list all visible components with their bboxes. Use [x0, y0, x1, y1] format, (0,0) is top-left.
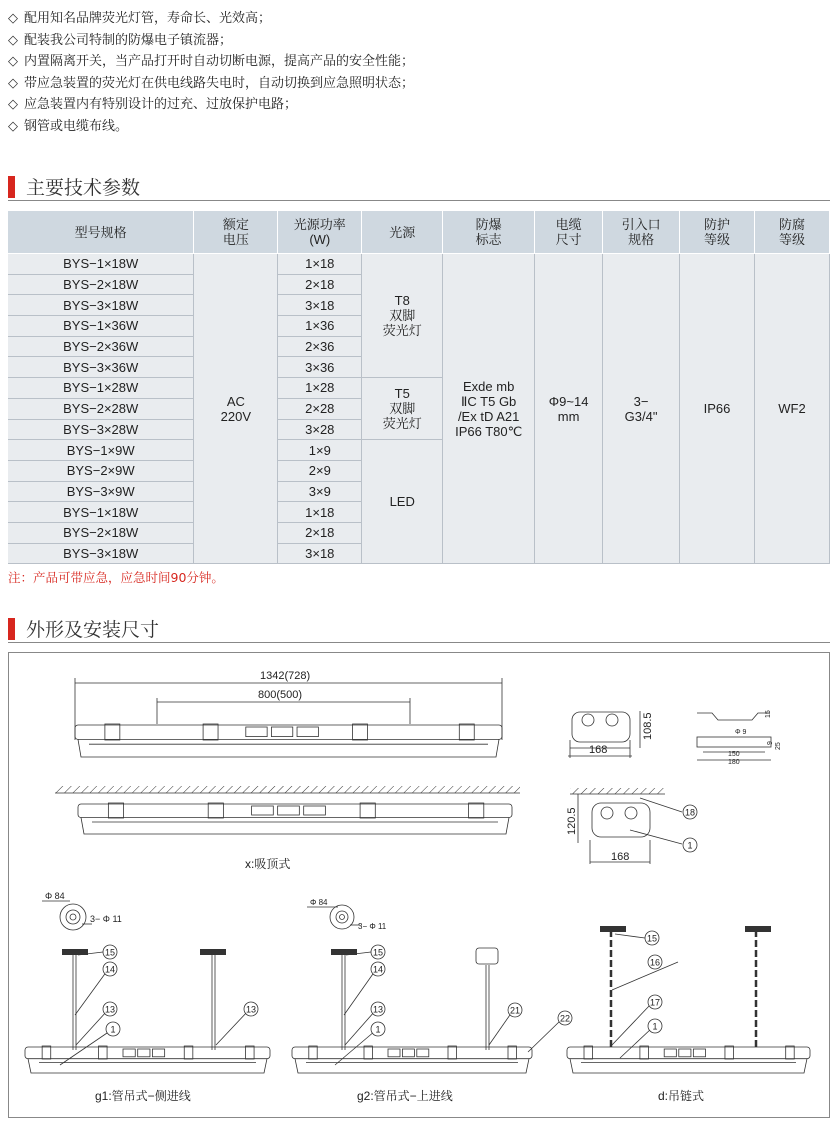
cable-size-cell: Φ9~14 mm: [535, 254, 603, 564]
model-cell: BYS−1×18W: [8, 254, 194, 275]
model-cell: BYS−3×18W: [8, 543, 194, 564]
power-cell: 2×36: [278, 336, 362, 357]
diamond-bullet-icon: ◇: [8, 97, 18, 112]
power-cell: 1×28: [278, 378, 362, 399]
light-source-cell: LED: [362, 440, 443, 564]
flange-dia-label: Φ 84: [310, 898, 328, 907]
flange-g2: [330, 905, 354, 929]
flange-holes-label: 3− Φ 11: [358, 922, 387, 931]
fixture-g1: [25, 1046, 270, 1073]
voltage-cell: AC 220V: [194, 254, 278, 564]
column-header: 型号规格: [8, 211, 194, 254]
feature-text: 配装我公司特制的防爆电子镇流器；: [24, 32, 233, 48]
bracket-dim-15: 15: [765, 710, 772, 718]
model-cell: BYS−3×18W: [8, 295, 194, 316]
part-number-label: 15: [646, 933, 658, 944]
model-cell: BYS−3×28W: [8, 419, 194, 440]
column-header: 额定 电压: [194, 211, 278, 254]
fixture-top-view: [75, 724, 502, 757]
diamond-bullet-icon: ◇: [8, 11, 18, 26]
model-cell: BYS−1×18W: [8, 502, 194, 523]
caption-g2: g2:管吊式−上进线: [357, 1089, 453, 1103]
dim-ceiling-width-label: 168: [611, 851, 630, 863]
power-cell: 1×18: [278, 254, 362, 275]
part-number-label: 15: [104, 947, 116, 958]
ceiling-flange: [745, 926, 771, 932]
model-cell: BYS−2×18W: [8, 522, 194, 543]
power-cell: 1×36: [278, 316, 362, 337]
part-number-label: 14: [372, 964, 384, 975]
part-number-label: 13: [245, 1004, 257, 1015]
diamond-bullet-icon: ◇: [8, 75, 18, 91]
model-cell: BYS−1×28W: [8, 378, 194, 399]
section-title: 外形及安装尺寸: [26, 619, 160, 641]
model-cell: BYS−3×9W: [8, 481, 194, 502]
bracket-dim-180: 180: [728, 759, 740, 766]
part-number-label: 22: [559, 1013, 571, 1024]
column-header: 电缆 尺寸: [535, 211, 603, 254]
bracket-dim-9: 9: [767, 741, 774, 745]
column-header: 防腐 等级: [754, 211, 829, 254]
fixture-d: [567, 1046, 810, 1073]
column-header: 光源: [362, 211, 443, 254]
model-cell: BYS−2×36W: [8, 336, 194, 357]
anticorrosion-grade-cell: WF2: [754, 254, 829, 564]
ceiling-flange: [331, 949, 357, 955]
power-cell: 3×36: [278, 357, 362, 378]
part-number-label: 18: [684, 807, 696, 818]
feature-text: 带应急装置的荧光灯在供电线路失电时，自动切换到应急照明状态；: [24, 75, 415, 91]
model-cell: BYS−2×28W: [8, 398, 194, 419]
column-header: 光源功率 (W): [278, 211, 362, 254]
power-cell: 2×9: [278, 460, 362, 481]
dim-mount-label: 800(500): [258, 689, 303, 701]
flange-holes-label: 3− Φ 11: [90, 914, 122, 924]
part-number-label: 21: [509, 1005, 521, 1016]
column-header: 防护 等级: [680, 211, 755, 254]
power-cell: 2×18: [278, 274, 362, 295]
model-cell: BYS−1×36W: [8, 316, 194, 337]
power-cell: 1×18: [278, 502, 362, 523]
part-number-label: 15: [372, 947, 384, 958]
light-source-cell: T5 双脚 荧光灯: [362, 378, 443, 440]
mounting-bracket-top: [697, 737, 771, 747]
caption-ceiling: x:吸顶式: [245, 857, 291, 871]
diamond-bullet-icon: ◇: [8, 118, 18, 134]
ceiling-hatch: [55, 786, 520, 793]
fixture-ceiling-section: [592, 803, 650, 837]
mounting-bracket-side: [697, 713, 770, 720]
part-number-label: 16: [649, 957, 661, 968]
column-header: 防爆 标志: [443, 211, 535, 254]
model-cell: BYS−3×36W: [8, 357, 194, 378]
ceiling-flange: [600, 926, 626, 932]
part-number-label: 1: [687, 840, 693, 851]
part-number-label: 1: [110, 1024, 116, 1035]
flange-dia-label: Φ 84: [45, 891, 65, 901]
dim-width-label: 168: [589, 744, 608, 756]
flange-g1: [60, 904, 86, 930]
part-number-label: 13: [104, 1004, 116, 1015]
bracket-dim-150: 150: [728, 751, 740, 758]
column-header: 引入口 规格: [603, 211, 680, 254]
power-cell: 2×18: [278, 522, 362, 543]
entry-spec-cell: 3− G3/4": [603, 254, 680, 564]
power-cell: 3×18: [278, 543, 362, 564]
fixture-g2: [292, 1046, 532, 1073]
dim-height-label: 108.5: [642, 712, 654, 740]
feature-text: 应急装置内有特别设计的过充、过放保护电路；: [24, 97, 298, 112]
feature-text: 钢管或电缆布线。: [24, 118, 129, 134]
power-cell: 3×18: [278, 295, 362, 316]
fixture-ceiling-mounted: [78, 803, 512, 834]
part-number-label: 1: [375, 1024, 381, 1035]
bracket-dim-25: 25: [775, 742, 782, 750]
ex-mark-cell: Exde mb ⅡC T5 Gb /Ex tD A21 IP66 T80℃: [443, 254, 535, 564]
light-source-cell: T8 双脚 荧光灯: [362, 254, 443, 378]
ceiling-flange: [62, 949, 88, 955]
diamond-bullet-icon: ◇: [8, 32, 18, 48]
table-note: 注：产品可带应急，应急时间90分钟。: [8, 570, 224, 585]
section-title: 主要技术参数: [26, 177, 141, 199]
power-cell: 2×28: [278, 398, 362, 419]
power-cell: 3×28: [278, 419, 362, 440]
model-cell: BYS−1×9W: [8, 440, 194, 461]
ceiling-flange: [200, 949, 226, 955]
model-cell: BYS−2×18W: [8, 274, 194, 295]
part-number-label: 1: [652, 1021, 658, 1032]
caption-d: d:吊链式: [658, 1089, 705, 1103]
bracket-hole-label: Φ 9: [735, 729, 747, 736]
part-number-label: 14: [104, 964, 116, 975]
feature-text: 内置隔离开关，当产品打开时自动切断电源，提高产品的安全性能；: [24, 54, 415, 69]
fixture-section-view: [572, 712, 630, 742]
diamond-bullet-icon: ◇: [8, 54, 18, 69]
part-number-label: 13: [372, 1004, 384, 1015]
model-cell: BYS−2×9W: [8, 460, 194, 481]
protection-grade-cell: IP66: [680, 254, 755, 564]
part-number-label: 17: [649, 997, 661, 1008]
caption-g1: g1:管吊式−侧进线: [95, 1089, 191, 1103]
feature-text: 配用知名品牌荧光灯管，寿命长、光效高；: [24, 11, 272, 26]
dim-length-label: 1342(728): [260, 670, 311, 682]
power-cell: 3×9: [278, 481, 362, 502]
power-cell: 1×9: [278, 440, 362, 461]
dim-ceiling-height-label: 120.5: [566, 807, 578, 835]
